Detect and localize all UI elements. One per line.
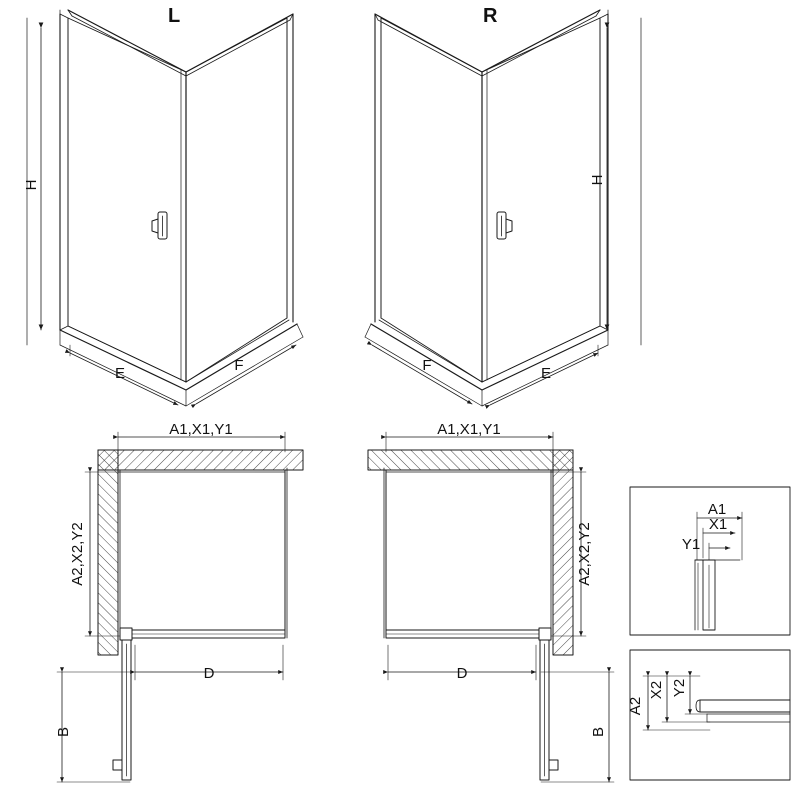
view-label-R: R (483, 5, 498, 27)
dim-A1X1Y1-left: A1,X1,Y1 (169, 421, 233, 438)
view-label-L: L (168, 5, 181, 27)
plan-view-right (368, 432, 614, 782)
dim-A2X2Y2-right: A2,X2,Y2 (576, 522, 593, 586)
dim-H-right: H (589, 174, 606, 186)
dim-B-right: B (590, 726, 607, 738)
dim-F-right: F (422, 357, 432, 374)
door-handle-left (152, 212, 167, 239)
detail-label-A2: A2 (627, 696, 644, 716)
dim-H-left: H (23, 179, 40, 191)
detail-label-Y2: Y2 (671, 678, 688, 698)
plan-view-left (57, 432, 303, 782)
view-left-3d (27, 10, 303, 406)
dim-D-right: D (456, 665, 468, 682)
dim-D-left: D (203, 665, 215, 682)
detail-label-A1: A1 (707, 501, 727, 518)
dim-F-left: F (234, 357, 244, 374)
dim-E-right: E (540, 365, 552, 382)
door-handle-right (497, 212, 512, 239)
detail-label-Y1: Y1 (681, 536, 701, 553)
detail-label-X1: X1 (708, 516, 728, 533)
view-right-3d (365, 10, 641, 406)
dim-A2X2Y2-left: A2,X2,Y2 (69, 522, 86, 586)
dim-A1X1Y1-right: A1,X1,Y1 (437, 421, 501, 438)
detail-bottom-right (630, 650, 790, 780)
dim-B-left: B (55, 726, 72, 738)
dim-E-left: E (114, 365, 126, 382)
detail-label-X2: X2 (648, 680, 665, 700)
